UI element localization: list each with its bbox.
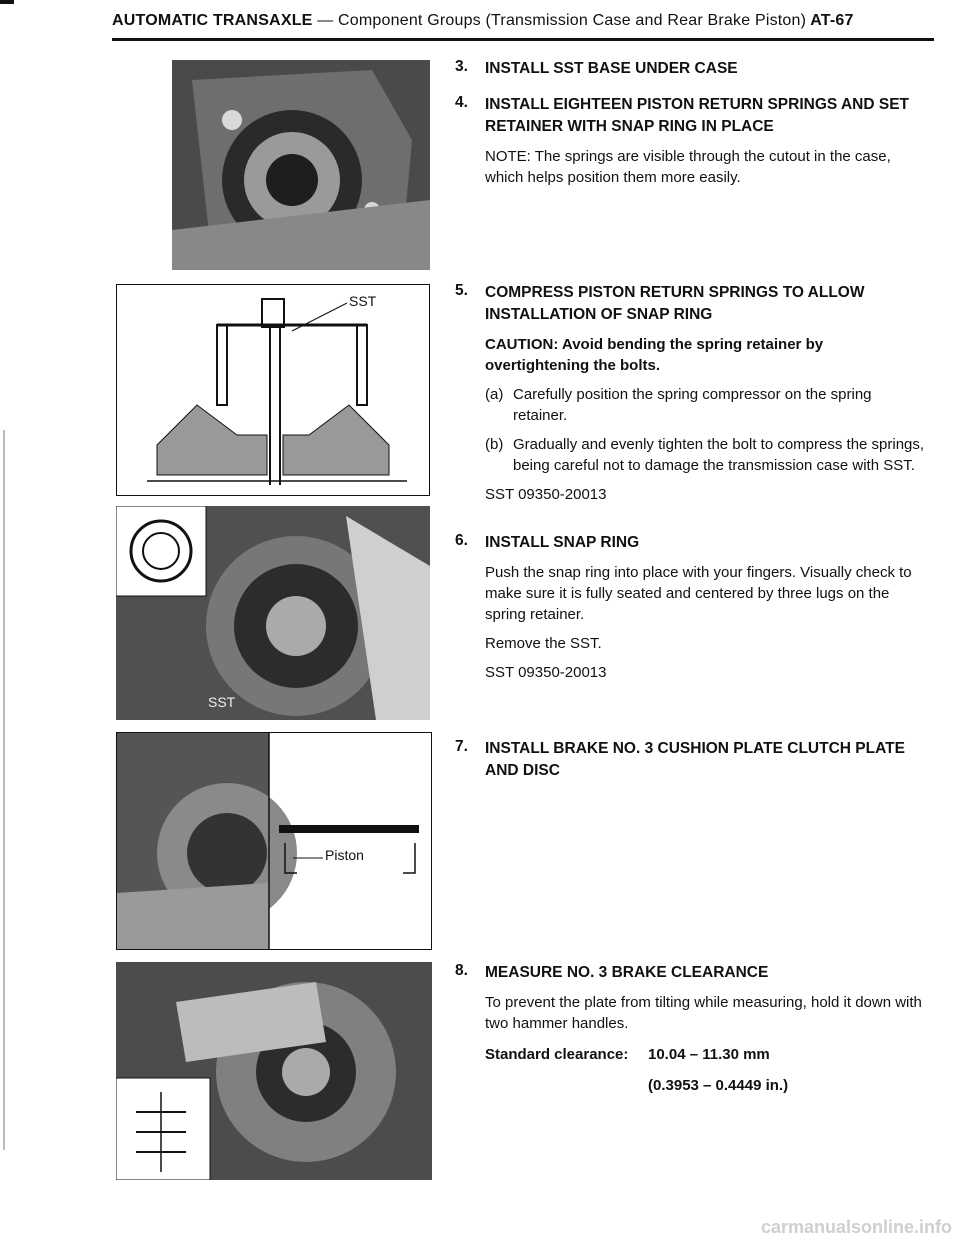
clearance-spec-inches [485, 1075, 925, 1096]
step-4 [455, 94, 925, 188]
watermark-footer: carmanualsonline.info [760, 1217, 952, 1237]
step-text: Push the snap ring into place with your fingers. Visually check to make sure it is fully seated and centered by three lugs on the spring retainer. [485, 564, 912, 623]
brake-plate-drawing [117, 733, 431, 949]
step-number: 3. [455, 58, 468, 75]
step-title: INSTALL SNAP RING [485, 534, 640, 551]
snap-ring-photo-drawing [116, 506, 430, 720]
substep-text: Carefully position the spring compressor on the spring retainer. [513, 386, 872, 424]
compressor-diagram [117, 285, 429, 495]
step-7 [455, 738, 925, 782]
spec-label-spacer [485, 1075, 648, 1096]
figure-snap-ring-photo [116, 506, 430, 720]
spec-value-mm: 10.04 – 11.30 mm [648, 1046, 770, 1063]
step-6 [455, 532, 925, 683]
spec-value-in: (0.3953 – 0.4449 in.) [648, 1077, 789, 1094]
header-dash: — [312, 12, 339, 29]
step-text-2: Remove the SST. [485, 635, 602, 652]
step-number: 8. [455, 962, 468, 979]
step-title: INSTALL SST BASE UNDER CASE [485, 60, 738, 77]
step-title: INSTALL EIGHTEEN PISTON RETURN SPRINGS AND SET RETAINER WITH SNAP RING IN PLACE [485, 96, 909, 135]
figure-sst-base-photo [172, 60, 430, 270]
binding-rule [3, 430, 5, 1150]
step-title: INSTALL BRAKE NO. 3 CUSHION PLATE CLUTCH PLATE AND DISC [485, 740, 905, 779]
step-number: 6. [455, 532, 468, 549]
step-number: 7. [455, 738, 468, 755]
step-5 [455, 282, 925, 505]
figure-clearance-photo [116, 962, 432, 1180]
figure-sst-base-drawing [172, 60, 430, 270]
step-text: To prevent the plate from tilting while measuring, hold it down with two hammer handles. [485, 994, 922, 1032]
step-number: 4. [455, 94, 468, 111]
clearance-photo-drawing [116, 962, 432, 1180]
step-title: MEASURE NO. 3 BRAKE CLEARANCE [485, 964, 769, 981]
clearance-spec [485, 1044, 925, 1065]
figure-spring-compressor-drawing [116, 284, 430, 496]
step-sst-number: SST 09350-20013 [485, 664, 607, 681]
step-caution: CAUTION: Avoid bending the spring retainer by overtightening the bolts. [485, 336, 824, 374]
step-note: NOTE: The springs are visible through the cutout in the case, which helps position them more easily. [485, 148, 891, 186]
step-8 [455, 962, 925, 1096]
step-sst-number: SST 09350-20013 [485, 486, 607, 503]
spec-label: Standard clearance: [485, 1046, 629, 1063]
substep-label: (a) [485, 386, 504, 403]
figure-sst-label: SST [349, 293, 377, 309]
step-title: COMPRESS PISTON RETURN SPRINGS TO ALLOW INSTALLATION OF SNAP RING [485, 284, 865, 323]
header-rule [112, 38, 934, 41]
substep-label: (b) [485, 436, 504, 453]
figure-brake-plate [116, 732, 432, 950]
corner-mark [0, 0, 14, 4]
figure-sst-label-2: SST [208, 694, 236, 710]
substep-b [485, 434, 925, 476]
substep-text: Gradually and evenly tighten the bolt to compress the springs, being careful not to damage the transmission case with SST. [513, 436, 925, 474]
step-number: 5. [455, 282, 468, 299]
step-3 [455, 58, 925, 80]
header-section: AUTOMATIC TRANSAXLE [112, 12, 313, 29]
page-header [112, 12, 942, 30]
header-page-number: AT-67 [810, 12, 854, 29]
header-subtitle: Component Groups (Transmission Case and Rear Brake Piston) [338, 12, 807, 29]
substep-a [485, 384, 925, 426]
figure-piston-label: Piston [325, 847, 364, 863]
